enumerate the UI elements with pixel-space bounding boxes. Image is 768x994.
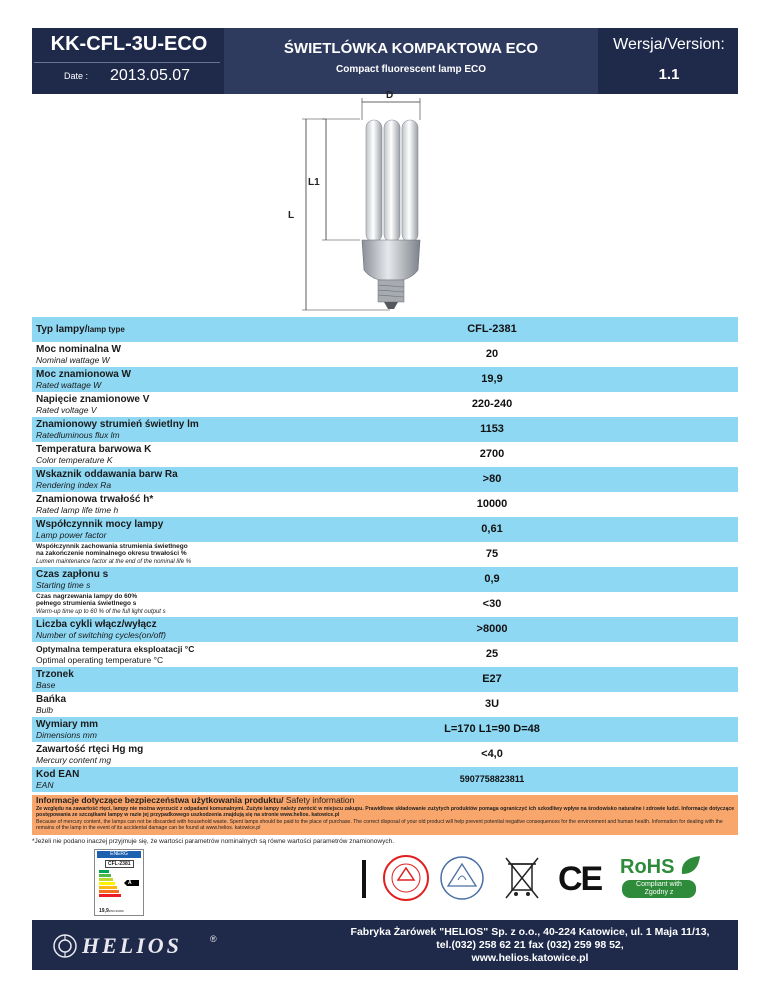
safety-title: Informacje dotyczące bezpieczeństwa użytkowania produktu/	[36, 795, 284, 805]
spec-label-en: Warm-up time up to 60 % of the full light output s	[36, 609, 166, 615]
spec-value: 10000	[246, 492, 738, 517]
spec-row	[32, 367, 738, 392]
spec-label-en: Dimensions mm	[36, 730, 97, 740]
spec-value: 2700	[246, 442, 738, 467]
lamp-drawing	[280, 92, 460, 314]
spec-label-en: Lumen maintenance factor at the end of the nominal life %	[36, 559, 192, 565]
spec-table	[32, 317, 738, 792]
safety-text-en: Because of mercury content, the lamps can not be discarded with household waste. Spent lamps should be paid to the place of purchase. The correct disposal of your old product will help prevent potential negative consequences for the environment and human health. Information for dealing with the remains of the lamp in the event of its accidental damage can be found at www.helios. katowice.pl	[36, 818, 723, 832]
spec-label-en: Rated wattage W	[36, 380, 102, 390]
spec-label-en: Rendering index Ra	[36, 480, 112, 490]
spec-row	[32, 567, 738, 592]
date-value: 2013.05.07	[110, 67, 191, 84]
spec-value: 75	[246, 542, 738, 567]
spec-label: Współczynnik mocy lampy	[36, 519, 164, 530]
safety-title-en: Safety information	[283, 795, 355, 805]
separator-bar	[362, 860, 366, 898]
page-title: ŚWIETLÓWKA KOMPAKTOWA ECO	[283, 40, 539, 57]
spec-row	[32, 742, 738, 767]
spec-label-small: lamp type	[87, 325, 125, 334]
spec-value: 220-240	[246, 392, 738, 417]
spec-label: Napięcie znamionowe V	[36, 394, 150, 405]
energy-wattage-unit: kWh/1000h	[108, 909, 124, 913]
spec-label-en: Lamp power factor	[36, 530, 107, 540]
spec-row	[32, 417, 738, 442]
spec-label-en: Optimal operating temperature °C	[36, 655, 164, 665]
spec-row-lamp-type	[32, 317, 738, 342]
spec-label: Moc znamionowa W	[36, 369, 131, 380]
energy-scale-icon	[99, 870, 141, 902]
certification-logos	[362, 854, 742, 914]
spec-value: 25	[246, 642, 738, 667]
spec-label-en: Color temperature K	[36, 455, 113, 465]
spec-label: Typ lampy/	[36, 324, 88, 335]
spec-label-en: Rated lamp life time h	[36, 505, 119, 515]
spec-label: Bańka	[36, 694, 67, 705]
lamp-illustration	[280, 92, 460, 314]
spec-row	[32, 692, 738, 717]
spec-label: Liczba cykli włącz/wyłącz	[36, 619, 157, 630]
registered-mark: ®	[210, 934, 217, 944]
safety-text-pl: Ze względu na zawartość rtęci, lampy nie można wyrzucić z odpadami komunalnymi. Zużyte lampy należy zwrócić w miejscu zakupu. Prawidłowe składowanie zużytych produktów pomaga ograniczyć ich szkodliwy wpływ na środowisko naturalne i zdrowie ludzi. Informacje dotyczące postępowania ze szczątkami lampy w razie jej przypadkowego uszkodzenia znajdują się na stronie www.helios. katowice.pl	[36, 806, 735, 819]
company-phone: tel.(032) 258 62 21 fax (032) 259 98 52,	[436, 939, 624, 951]
spec-label: Czas zapłonu s	[36, 569, 109, 580]
spec-row	[32, 392, 738, 417]
spec-row	[32, 767, 738, 792]
energy-wattage: 19,9	[99, 908, 109, 914]
weee-bin-icon	[502, 854, 542, 902]
version-value: 1.1	[658, 66, 680, 83]
spec-label-en: Bulb	[36, 705, 54, 715]
spec-label-en: Base	[36, 680, 56, 690]
lamp-safety-icon	[438, 854, 486, 902]
spec-label: Kod EAN	[36, 769, 80, 780]
spec-value: L=170 L1=90 D=48	[246, 717, 738, 742]
energy-label-header: ENERG	[97, 851, 141, 858]
spec-label-en: Ratedluminous flux lm	[36, 430, 120, 440]
spec-row	[32, 467, 738, 492]
dim-d-label: D	[386, 90, 394, 101]
header	[32, 28, 738, 94]
spec-label: Wskaznik oddawania barw Ra	[36, 469, 178, 480]
spec-row	[32, 642, 738, 667]
spec-value: 0,9	[246, 567, 738, 592]
company-info	[322, 926, 738, 965]
spec-label: Temperatura barwowa K	[36, 444, 152, 455]
energy-label	[94, 849, 144, 916]
spec-label-line2: na zakończenie nominalnego okresu trwałości %	[36, 550, 187, 557]
spec-row	[32, 592, 738, 617]
spec-row	[32, 442, 738, 467]
date-row	[34, 62, 220, 90]
company-website: www.helios.katowice.pl	[471, 952, 589, 964]
spec-label-en: EAN	[36, 780, 54, 790]
header-left	[32, 28, 222, 94]
spec-label-en: Rated voltage V	[36, 405, 97, 415]
spec-row	[32, 617, 738, 642]
dim-l1-label: L1	[308, 177, 320, 188]
energy-label-model: CFL-2381	[105, 860, 134, 868]
spec-label: Optymalna temperatura eksploatacji °C	[36, 644, 195, 654]
date-label: Date :	[64, 71, 89, 81]
spec-row	[32, 342, 738, 367]
spec-label: Znamionowy strumień świetlny lm	[36, 419, 199, 430]
recycle-stamp-icon	[382, 854, 430, 902]
spec-label-en: Starting time s	[36, 580, 91, 590]
spec-row	[32, 492, 738, 517]
spec-value: 20	[246, 342, 738, 367]
spec-label: Współczynnik zachowania strumienia świetlnego	[36, 543, 188, 550]
rohs-zgodny: Zgodny z	[644, 889, 674, 896]
spec-value: 5907758823811	[246, 767, 738, 792]
spec-row	[32, 667, 738, 692]
rohs-title: RoHS	[620, 856, 675, 878]
spec-label-en: Mercury content mg	[36, 755, 112, 765]
helios-logo: HELIOS	[82, 933, 182, 958]
spec-value: >8000	[246, 617, 738, 642]
safety-info	[32, 795, 738, 835]
spec-value: E27	[246, 667, 738, 692]
energy-class: A	[128, 880, 132, 886]
spec-row	[32, 542, 738, 567]
header-title-block	[224, 28, 598, 94]
spec-value: 19,9	[246, 367, 738, 392]
spec-label: Znamionowa trwałość h*	[36, 494, 154, 505]
spec-value: CFL-2381	[246, 317, 738, 342]
spec-value: 1153	[246, 417, 738, 442]
spec-label-line2: pełnego strumienia świetlnego s	[36, 600, 137, 607]
page-subtitle: Compact fluorescent lamp ECO	[335, 64, 487, 75]
footer	[32, 920, 738, 970]
spec-label-en: Nominal wattage W	[36, 355, 110, 365]
spec-value: >80	[246, 467, 738, 492]
version-label: Wersja/Version:	[613, 36, 725, 53]
dim-l-label: L	[288, 210, 295, 221]
product-code: KK-CFL-3U-ECO	[50, 33, 208, 55]
rohs-compliant: Compliant with	[636, 881, 682, 888]
spec-value: 0,61	[246, 517, 738, 542]
spec-value: <30	[246, 592, 738, 617]
spec-value: 3U	[246, 692, 738, 717]
spec-row	[32, 717, 738, 742]
spec-label: Moc nominalna W	[36, 344, 121, 355]
spec-value: <4,0	[246, 742, 738, 767]
ce-mark: CE	[558, 860, 602, 898]
spec-label: Wymiary mm	[36, 719, 99, 730]
spec-label: Trzonek	[36, 669, 74, 680]
version-block	[600, 28, 738, 94]
spec-row	[32, 517, 738, 542]
footnote: *Jeżeli nie podano inaczej przyjmuje się, że wartości parametrów nominalnych są równe wartości parametrów znamionowych.	[32, 838, 394, 845]
spec-label-en: Number of switching cycles(on/off)	[36, 630, 166, 640]
spec-label: Zawartość rtęci Hg mg	[36, 744, 144, 755]
company-address: Fabryka Żarówek "HELIOS" Sp. z o.o., 40-224 Katowice, ul. 1 Maja 11/13,	[350, 926, 710, 938]
helios-logo-icon	[52, 933, 78, 959]
rohs-logo	[620, 856, 704, 900]
leaf-icon	[678, 854, 702, 878]
spec-label: Czas nagrzewania lampy do 60%	[36, 593, 138, 600]
